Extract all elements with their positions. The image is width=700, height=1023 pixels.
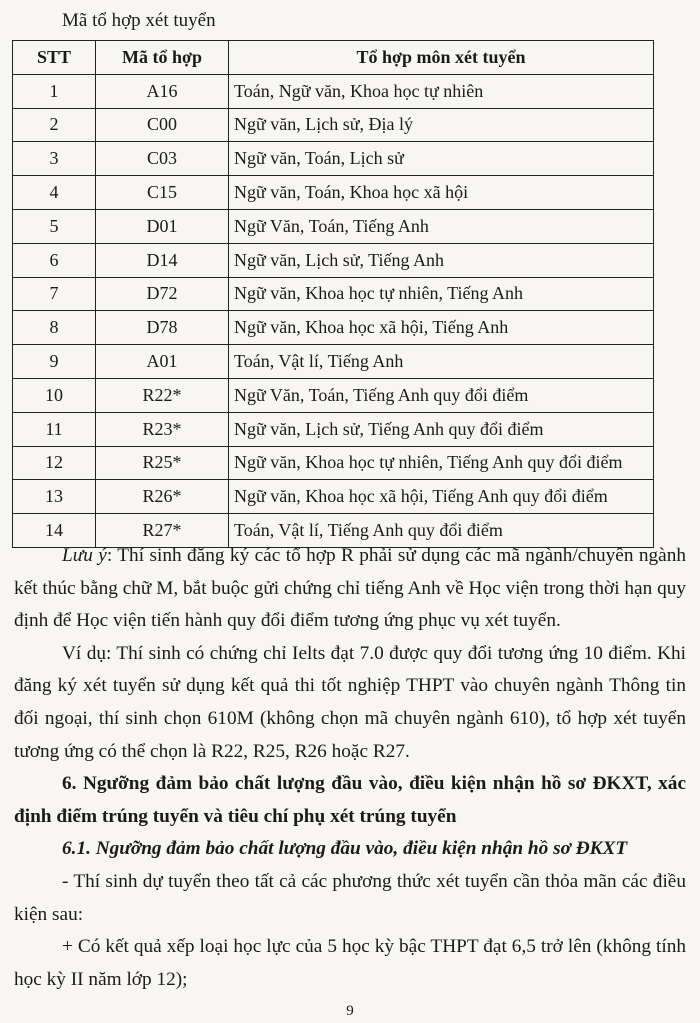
header-code: Mã tổ hợp [96, 41, 229, 75]
subject-combination-table [12, 40, 654, 548]
cell-stt: 1 [13, 74, 96, 108]
cell-code: D01 [96, 209, 229, 243]
note-paragraph [14, 540, 686, 638]
page-number: 9 [346, 1003, 354, 1019]
table-row [13, 108, 654, 142]
example-paragraph: Ví dụ: Thí sinh có chứng chỉ Ielts đạt 7.0 được quy đổi tương ứng 10 điểm. Khi đăng ký xét tuyển sử dụng kết quả thi tốt nghiệp THPT vào chuyên ngành Thông tin đối ngoại, thí sinh chọn 610M (không chọn mã chuyên ngành 610), tổ hợp xét tuyển tương ứng có thể chọn là R22, R25, R26 hoặc R27. [14, 642, 686, 762]
table-row [13, 378, 654, 412]
note-label: Lưu ý [62, 545, 107, 566]
cell-subjects: Toán, Vật lí, Tiếng Anh [229, 345, 654, 379]
cell-code: C03 [96, 142, 229, 176]
header-subjects: Tổ hợp môn xét tuyển [229, 41, 654, 75]
cell-code: R25* [96, 446, 229, 480]
cell-stt: 10 [13, 378, 96, 412]
cell-stt: 13 [13, 480, 96, 514]
cell-subjects: Ngữ văn, Khoa học xã hội, Tiếng Anh quy đổi điểm [229, 480, 654, 514]
table-row [13, 446, 654, 480]
cell-subjects: Ngữ văn, Lịch sử, Tiếng Anh quy đổi điểm [229, 412, 654, 446]
header-stt: STT [13, 41, 96, 75]
table-row [13, 412, 654, 446]
table-row [13, 142, 654, 176]
table-row [13, 480, 654, 514]
cell-stt: 5 [13, 209, 96, 243]
table-header-row [13, 41, 654, 75]
table-row [13, 345, 654, 379]
cell-subjects: Ngữ văn, Lịch sử, Tiếng Anh [229, 243, 654, 277]
cell-stt: 14 [13, 514, 96, 548]
cell-stt: 4 [13, 176, 96, 210]
cell-code: R22* [96, 378, 229, 412]
cell-code: D78 [96, 311, 229, 345]
cell-subjects: Ngữ văn, Khoa học tự nhiên, Tiếng Anh quy đổi điểm [229, 446, 654, 480]
condition-item-1: + Có kết quả xếp loại học lực của 5 học kỳ bậc THPT đạt 6,5 trở lên (không tính học kỳ II năm lớp 12); [14, 936, 686, 990]
cell-subjects: Ngữ văn, Toán, Khoa học xã hội [229, 176, 654, 210]
table-row [13, 74, 654, 108]
cell-stt: 3 [13, 142, 96, 176]
cell-stt: 12 [13, 446, 96, 480]
cell-stt: 7 [13, 277, 96, 311]
cell-stt: 11 [13, 412, 96, 446]
cell-code: R27* [96, 514, 229, 548]
cell-subjects: Toán, Ngữ văn, Khoa học tự nhiên [229, 74, 654, 108]
cell-subjects: Ngữ Văn, Toán, Tiếng Anh quy đổi điểm [229, 378, 654, 412]
cell-code: A16 [96, 74, 229, 108]
cell-stt: 9 [13, 345, 96, 379]
cell-code: R23* [96, 412, 229, 446]
cell-stt: 8 [13, 311, 96, 345]
cell-subjects: Ngữ văn, Khoa học xã hội, Tiếng Anh [229, 311, 654, 345]
cell-code: D14 [96, 243, 229, 277]
cell-subjects: Ngữ Văn, Toán, Tiếng Anh [229, 209, 654, 243]
cell-stt: 2 [13, 108, 96, 142]
section-6-heading: 6. Ngưỡng đảm bảo chất lượng đầu vào, điều kiện nhận hồ sơ ĐKXT, xác định điểm trúng tuyển và tiêu chí phụ xét trúng tuyển [14, 773, 686, 827]
cell-code: C00 [96, 108, 229, 142]
cell-subjects: Toán, Vật lí, Tiếng Anh quy đổi điểm [229, 514, 654, 548]
cell-code: D72 [96, 277, 229, 311]
cell-code: A01 [96, 345, 229, 379]
table-row [13, 277, 654, 311]
table-row [13, 243, 654, 277]
note-text: : Thí sinh đăng ký các tổ hợp R phải sử dụng các mã ngành/chuyên ngành kết thúc bằng chữ M, bắt buộc gửi chứng chỉ tiếng Anh về Học viện trong thời hạn quy định để Học viện tiến hành quy đổi điểm tương ứng phục vụ xét tuyển. [14, 545, 686, 632]
cell-subjects: Ngữ văn, Khoa học tự nhiên, Tiếng Anh [229, 277, 654, 311]
section-6-1-heading: 6.1. Ngưỡng đảm bảo chất lượng đầu vào, điều kiện nhận hồ sơ ĐKXT [62, 838, 628, 860]
table-row [13, 209, 654, 243]
cell-stt: 6 [13, 243, 96, 277]
table-caption: Mã tổ hợp xét tuyển [62, 10, 216, 31]
condition-intro: - Thí sinh dự tuyển theo tất cả các phương thức xét tuyển cần thỏa mãn các điều kiện sau: [14, 870, 686, 925]
cell-code: C15 [96, 176, 229, 210]
cell-code: R26* [96, 480, 229, 514]
cell-subjects: Ngữ văn, Toán, Lịch sử [229, 142, 654, 176]
table-row [13, 311, 654, 345]
body-text [14, 540, 686, 996]
table-row [13, 176, 654, 210]
cell-subjects: Ngữ văn, Lịch sử, Địa lý [229, 108, 654, 142]
